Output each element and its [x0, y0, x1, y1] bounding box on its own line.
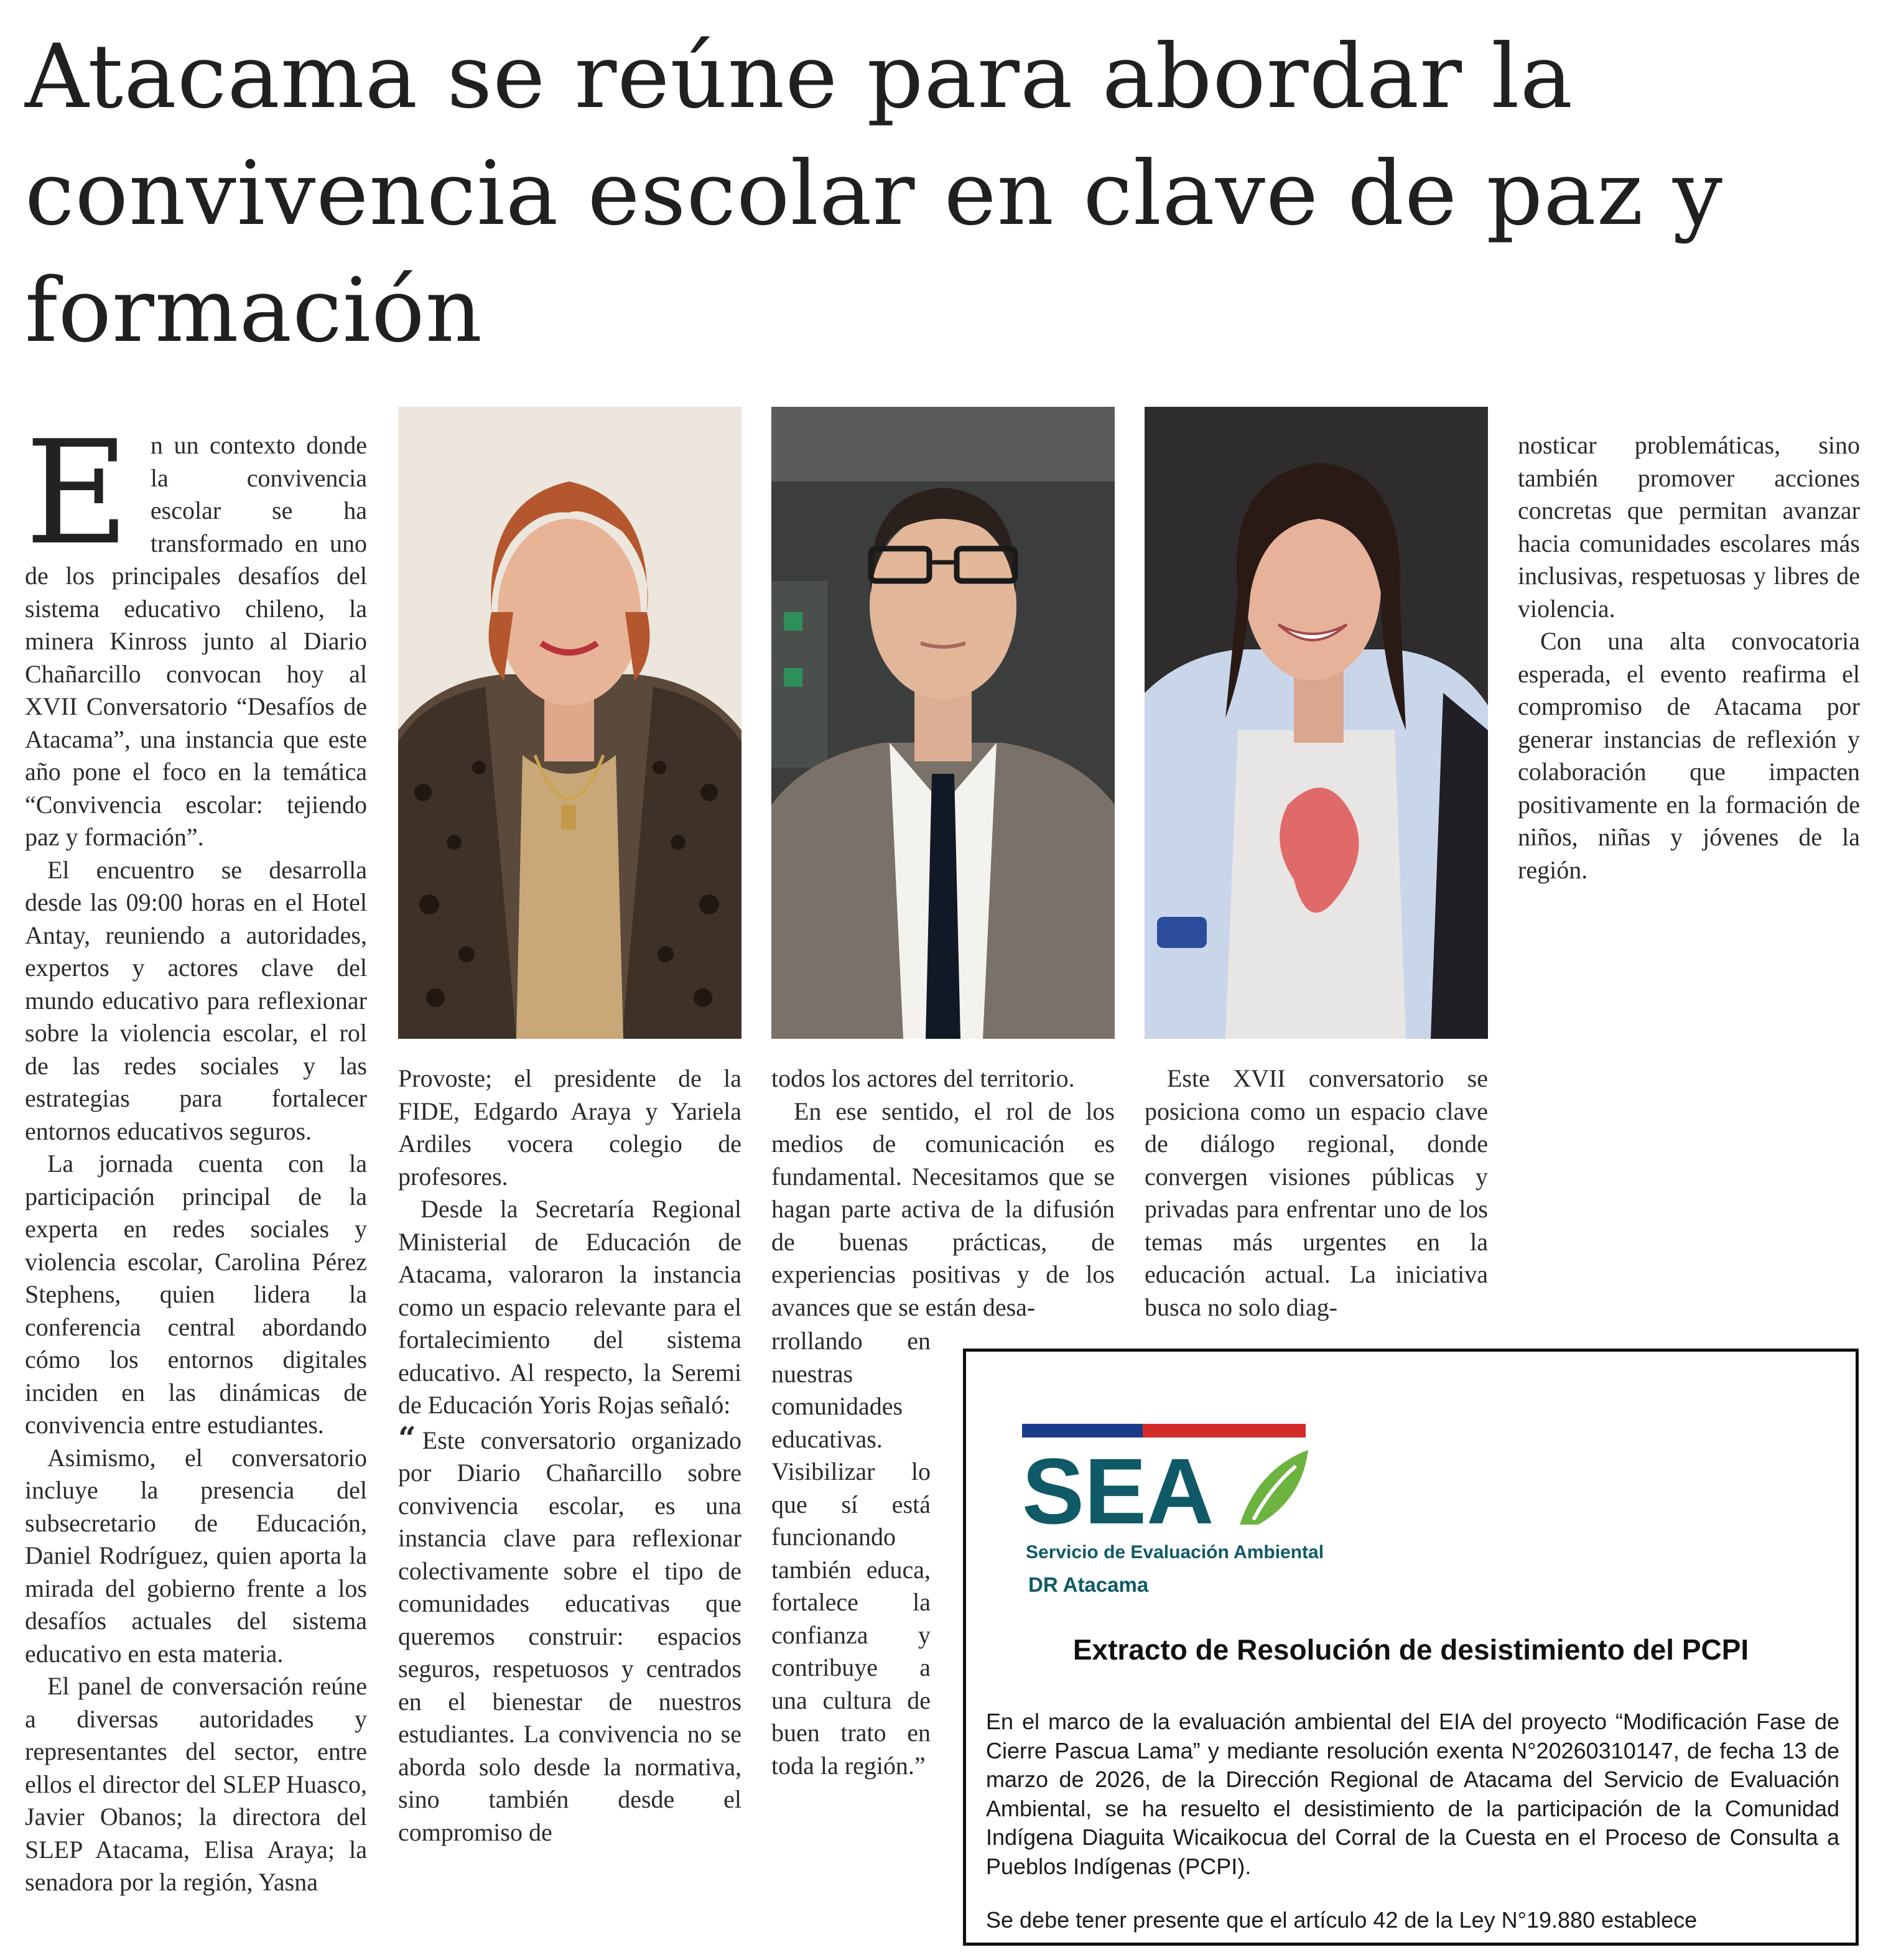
logo-subtitle: Servicio de Evaluación Ambiental — [1026, 1542, 1324, 1563]
notice-body — [986, 1707, 1839, 1960]
article-column-1 — [25, 411, 367, 1899]
article-column-3 — [771, 1062, 1115, 1324]
paragraph: Desde la Secretaría Regional Ministerial de Educación de Atacama, valoraron la instancia como un espacio relevante para el fortalecimiento del sistema educativo. Al respecto, la Seremi de Educación Yoris Rojas señaló: — [398, 1195, 741, 1419]
paragraph: La jornada cuenta con la participación principal de la experta en redes sociales y violencia escolar, Carolina Pérez Stephens, quien lidera la conferencia central abordando cómo los entornos digitales inciden en las dinámicas de convivencia entre estudiantes. — [25, 1150, 367, 1439]
headline: Atacama se reúne para abordar la convivencia escolar en clave de paz y formación — [25, 26, 1724, 362]
notice-title: Extracto de Resolución de desistimiento del PCPI — [1072, 1633, 1749, 1666]
quote-mark: “ — [398, 1419, 416, 1456]
notice-paragraph: En el marco de la evaluación ambiental del EIA del proyecto “Modificación Fase de Cierre Pascua Lama” y mediante resolución exenta N°20260310147, de fecha 13 de marzo de 2026, de la Dirección Regional de Atacama del Servicio de Evaluación Ambiental, se ha resuelto el desistimiento de la participación de la Comunidad Indígena Diaguita Wicaikocua del Corral de la Cuesta en el Proceso de Consulta a Pueblos Indígenas (PCPI). — [986, 1709, 1839, 1879]
sea-notice-box — [963, 1349, 1859, 1946]
paragraph-text: n un contexto donde la convivencia escolar se ha transformado en uno de los principales desafíos del sistema educativo chileno, la minera Kinross junto al Diario Chañarcillo convocan hoy al XVII Conversatorio “Desafíos de Atacama”, una instancia que este año pone el foco en la temática “Convivencia escolar: tejiendo paz y formación”. — [25, 431, 367, 851]
paragraph: Asimismo, el conversatorio incluye la presencia del subsecretario de Educación, Daniel Rodríguez, quien aporta la mirada del gobierno frente a los desafíos actuales del sistema educativo en esta materia. — [25, 1443, 367, 1668]
portrait-illustration — [771, 407, 1115, 1039]
logo-bar-blue — [1022, 1424, 1143, 1437]
logo-wordmark: SEA — [1022, 1444, 1214, 1537]
portrait-illustration — [398, 407, 741, 1039]
paragraph: Con una alta convocatoria esperada, el evento reafirma el compromiso de Atacama por generar instancias de reflexión y colaboración que impacten positivamente en la formación de niños, niñas y jóvenes de la región. — [1518, 627, 1860, 884]
paragraph: El encuentro se desarrolla desde las 09:00 horas en el Hotel Antay, reuniendo a autoridades, expertos y actores clave del mundo educativo para reflexionar sobre la violencia escolar, el rol de las redes sociales y las estrategias para fortalecer entornos educativos seguros. — [25, 855, 367, 1145]
logo-color-bars — [1022, 1424, 1306, 1437]
paragraph: todos los actores del territorio. — [771, 1064, 1075, 1092]
drop-cap: E — [25, 411, 129, 577]
photo-man-glasses — [771, 407, 1115, 1039]
logo-region: DR Atacama — [1028, 1573, 1149, 1596]
paragraph — [25, 411, 367, 854]
article-column-2 — [398, 1062, 741, 1849]
paragraph: rrollando en nuestras comunidades educativas. Visibilizar lo que sí está funcionando también educa, fortalece la confianza y contribuye a una cultura de buen trato en toda la región.” — [771, 1327, 931, 1780]
quote-paragraph — [398, 1419, 741, 1849]
article-column-3-continued — [771, 1325, 931, 1782]
sea-logo-icon — [1022, 1444, 1308, 1537]
article-column-4 — [1145, 1062, 1488, 1324]
paragraph: Este XVII conversatorio se posiciona como un espacio clave de diálogo regional, donde convergen visiones públicas y privadas para enfrentar uno de los temas más urgentes en la educación actual. La iniciativa busca no solo diag- — [1145, 1064, 1488, 1321]
paragraph: En ese sentido, el rol de los medios de comunicación es fundamental. Necesitamos que se hagan parte activa de la difusión de buenas prácticas, de experiencias positivas y de los avances que se están desa- — [771, 1097, 1115, 1321]
quote-text: Este conversatorio organizado por Diario Chañarcillo sobre convivencia escolar, es una instancia clave para reflexionar colectivamente sobre el tipo de comunidades educativas que queremos construir: espacios seguros, respetuosos y centrados en el bienestar de nuestros estudiantes. La convivencia no se aborda solo desde la normativa, sino también desde el compromiso de — [398, 1426, 741, 1846]
paragraph: El panel de conversación reúne a diversas autoridades y representantes del sector, entre ellos el director del SLEP Huasco, Javier Obanos; la directora del SLEP Atacama, Elisa Araya; la senadora por la región, Yasna — [25, 1672, 367, 1896]
paragraph: nosticar problemáticas, sino también promover acciones concretas que permitan avanzar hacia comunidades escolares más inclusivas, respetuosas y libres de violencia. — [1518, 431, 1860, 623]
article-column-5 — [1518, 429, 1860, 886]
logo-bar-red — [1143, 1424, 1306, 1437]
portrait-illustration — [1145, 407, 1488, 1039]
notice-paragraph: Se debe tener presente que el artículo 42 de la Ley N°19.880 establece — [986, 1907, 1698, 1933]
photo-smiling-woman — [1145, 407, 1488, 1039]
photo-woman-red-hair — [398, 407, 741, 1039]
paragraph: Provoste; el presidente de la FIDE, Edgardo Araya y Yariela Ardiles vocera colegio de profesores. — [398, 1064, 741, 1191]
